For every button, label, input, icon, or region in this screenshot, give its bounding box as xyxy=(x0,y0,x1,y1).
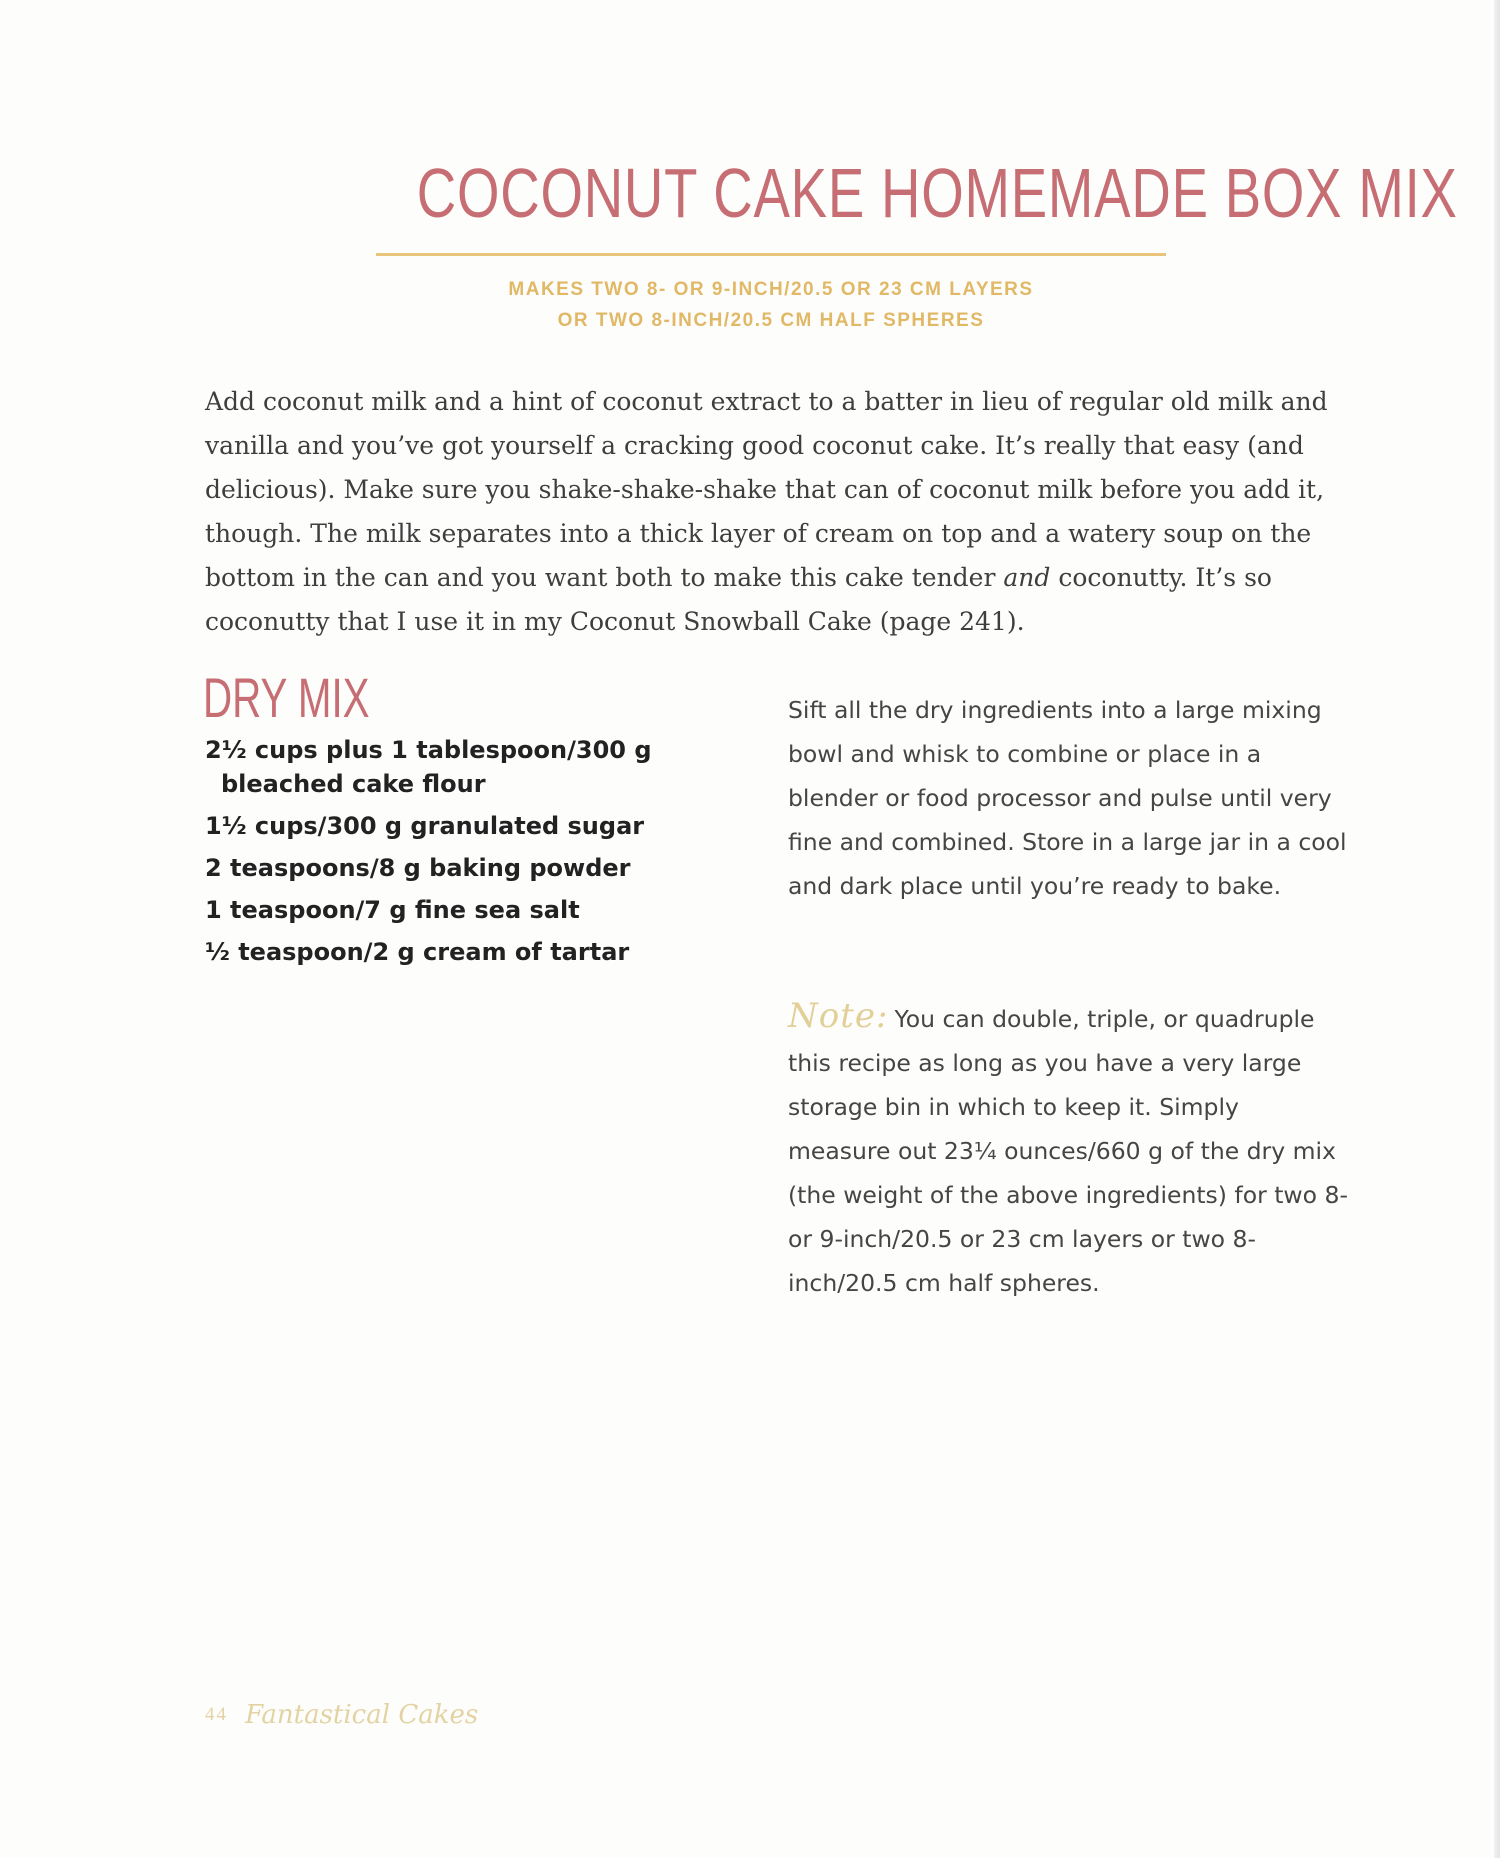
page-edge-shadow xyxy=(1494,0,1500,1858)
method-instructions: Sift all the dry ingredients into a large mixing bowl and whisk to combine or place in a blender or food processor and pulse until very fine and combined. Store in a large jar in a cool and dark place until you’re ready to bake. xyxy=(788,696,1347,900)
note-label: Note: xyxy=(788,996,889,1036)
page-footer xyxy=(205,1700,478,1730)
recipe-note xyxy=(788,994,1348,1305)
yield-line-2: OR TWO 8-INCH/20.5 CM HALF SPHERES xyxy=(557,310,985,331)
recipe-yield xyxy=(376,274,1166,336)
note-text: You can double, triple, or quadruple this recipe as long as you have a very large storage bin in which to keep it. Simply measure out 23¼ ounces/660 g of the dry mix (the weight of the above ingredients) for two 8- or 9-inch/20.5 or 23 cm layers or two 8-inch/20.5 cm half spheres. xyxy=(788,1005,1348,1297)
recipe-title: COCONUT CAKE HOMEMADE BOX MIX xyxy=(416,154,1458,232)
ingredient-item: 1 teaspoon/7 g fine sea salt xyxy=(205,896,580,924)
title-divider xyxy=(376,253,1166,256)
ingredient-item: 2½ cups plus 1 tablespoon/300 g bleached cake flour xyxy=(205,736,652,798)
ingredient-item: 2 teaspoons/8 g baking powder xyxy=(205,854,631,882)
recipe-intro xyxy=(205,380,1345,644)
yield-line-1: MAKES TWO 8- OR 9-INCH/20.5 OR 23 CM LAYERS xyxy=(508,279,1034,300)
intro-text-end: coconutty. It’s so coconutty that I use it in my Coconut Snowball Cake (page 241). xyxy=(205,563,1272,636)
page-number: 44 xyxy=(205,1704,228,1725)
ingredient-list xyxy=(205,733,765,977)
dry-mix-heading: DRY MIX xyxy=(203,666,370,729)
book-title: Fantastical Cakes xyxy=(245,1700,479,1730)
ingredient-item: 1½ cups/300 g granulated sugar xyxy=(205,812,645,840)
intro-emphasis: and xyxy=(1003,563,1051,592)
intro-text-start: Add coconut milk and a hint of coconut extract to a batter in lieu of regular old milk and vanilla and you’ve got yourself a cracking good coconut cake. It’s really that easy (and delicious). Make sure you shake-shake-shake that can of coconut milk before you add it, though. The milk separates into a thick layer of cream on top and a watery soup on the bottom in the can and you want both to make this cake tender xyxy=(205,387,1328,592)
ingredient-item: ½ teaspoon/2 g cream of tartar xyxy=(205,938,630,966)
